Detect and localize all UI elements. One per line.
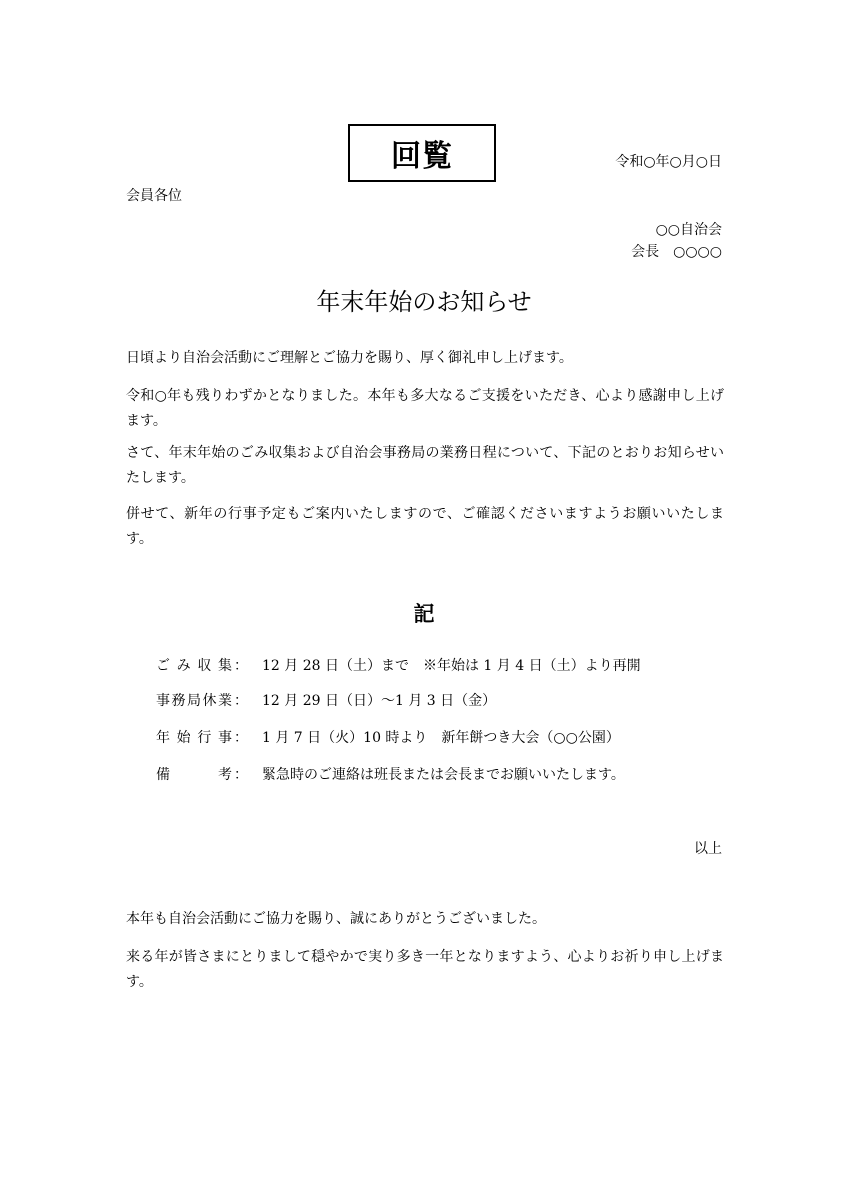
circular-stamp-box — [348, 124, 496, 182]
item-colon: ： — [234, 767, 248, 783]
circular-label: 回覧 — [391, 139, 453, 174]
item-colon: ： — [234, 658, 248, 674]
intro-paragraph-2: 令和○年も残りわずかとなりました。本年も多大なるご支援をいただき、心より感謝申し上げます。 — [126, 388, 724, 429]
page-title: 年末年始のお知らせ — [316, 288, 532, 316]
recipient: 会員各位 — [126, 188, 182, 204]
intro-paragraph-4: 併せて、新年の行事予定もご案内いたしますので、ご確認くださいますようお願いいたします。 — [126, 506, 724, 547]
sender-organization: ○○自治会 — [655, 222, 722, 238]
closing-paragraph-2: 来る年が皆さまにとりまして穏やかで実り多き一年となりますよう、心よりお祈り申し上げます。 — [126, 949, 724, 990]
closing-paragraph-1: 本年も自治会活動にご協力を賜り、誠にありがとうございました。 — [126, 911, 546, 927]
item-value: 12 月 29 日（日）～1 月 3 日（金） — [262, 693, 497, 709]
intro-paragraph-1: 日頃より自治会活動にご理解とご協力を賜り、厚く御礼申し上げます。 — [126, 350, 573, 366]
ki-heading: 記 — [413, 602, 435, 626]
item-label: ご み 収 集 — [156, 658, 232, 674]
item-label: 備 考 — [156, 767, 232, 783]
closing-mark: 以上 — [694, 841, 722, 857]
item-value: 12 月 28 日（土）まで ※年始は 1 月 4 日（土）より再開 — [262, 658, 641, 674]
item-colon: ： — [234, 730, 248, 746]
item-label: 事 務 局 休 業 — [156, 693, 232, 709]
sender-chairperson: 会長 ○○○○ — [631, 244, 722, 260]
intro-paragraph-3: さて、年末年始のごみ収集および自治会事務局の業務日程について、下記のとおりお知らせいたします。 — [126, 445, 724, 486]
item-value: 1 月 7 日（火）10 時より 新年餅つき大会（○○公園） — [262, 730, 620, 746]
item-label: 年 始 行 事 — [156, 730, 232, 746]
item-colon: ： — [234, 693, 248, 709]
document-date: 令和○年○月○日 — [615, 154, 722, 170]
item-value: 緊急時のご連絡は班長または会長までお願いいたします。 — [262, 767, 625, 783]
